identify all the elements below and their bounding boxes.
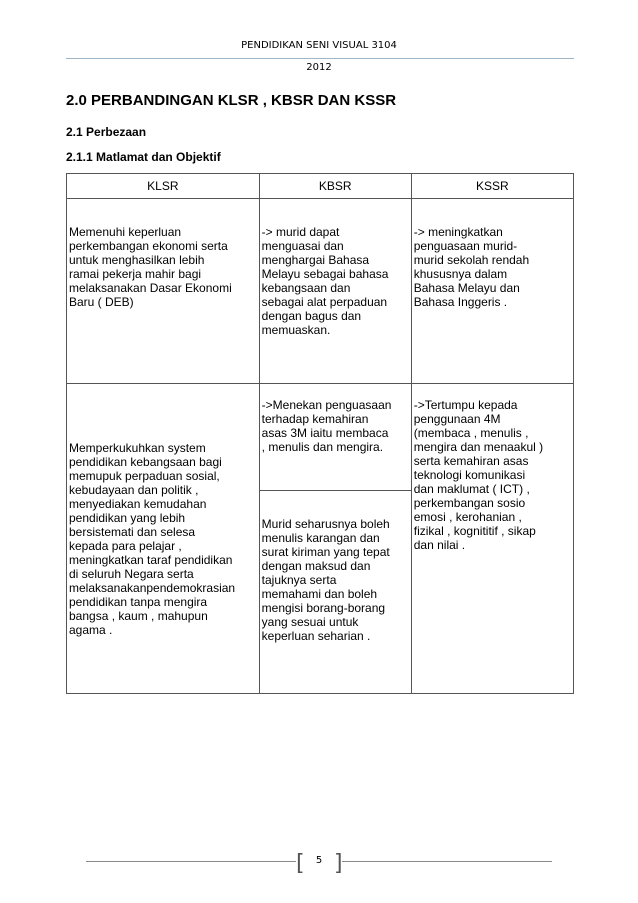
right-bracket-icon: ]: [334, 851, 343, 876]
cell-text: -> murid dapat menguasai dan menghargai Bahasa Melayu sebagai bahasa kebangsaan dan sebagai alat perpaduan dengan bagus dan memuaskan.: [261, 225, 389, 337]
table-header-row: [67, 174, 574, 199]
subsection-heading: 2.1 Perbezaan: [66, 125, 147, 139]
cell-text: ->Menekan penguasaan terhadap kemahiran asas 3M iaitu membaca , menulis dan mengira.: [261, 398, 392, 454]
footer-rule-left: [86, 861, 296, 862]
table-row: [67, 384, 574, 491]
table-cell: [67, 384, 260, 694]
cell-text: -> meningkatkan penguasaan murid- murid sekolah rendah khususnya dalam Bahasa Melayu dan Bahasa Inggeris .: [413, 225, 530, 309]
running-header-title: PENDIDIKAN SENI VISUAL 3104: [241, 40, 397, 51]
subsubsection-heading: 2.1.1 Matlamat dan Objektif: [66, 150, 221, 164]
cell-text: Memenuhi keperluan perkembangan ekonomi serta untuk menghasilkan lebih ramai pekerja mahir bagi melaksanakan Dasar Ekonomi Baru ( DEB): [69, 225, 232, 309]
column-header-kssr: KSSR: [411, 174, 573, 199]
table-row: [67, 199, 574, 384]
cell-text: ->Tertumpu kepada penggunaan 4M (membaca , menulis , mengira dan menaakul ) serta kemahiran asas teknologi komunikasi dan maklumat ( ICT) , perkembangan sosio emosi , kerohanian , fizikal , kognititif , sikap dan nilai .: [413, 398, 544, 552]
cell-text: Murid seharusnya boleh menulis karangan dan surat kiriman yang tepat dengan maksud dan tajuknya serta memahami dan boleh mengisi borang-borang yang sesuai untuk keperluan seharian .: [261, 517, 390, 643]
section-heading: 2.0 PERBANDINGAN KLSR , KBSR DAN KSSR: [66, 92, 397, 109]
header-divider: [66, 58, 574, 59]
column-header-klsr: KLSR: [67, 174, 260, 199]
comparison-table: [66, 173, 574, 694]
table-cell: [259, 199, 411, 384]
cell-text: Memperkukuhkan system pendidikan kebangsaan bagi memupuk perpaduan sosial, kebudayaan dan politik , menyediakan kemudahan pendidikan yang lebih bersistemati dan selesa kepada para pelajar , meningkatkan taraf pendidikan di seluruh Negara serta melaksanakanpendemokrasian pendidikan tanpa mengira bangsa , kaum , mahupun agama .: [69, 440, 236, 637]
table-cell: [411, 199, 573, 384]
table-cell: [259, 384, 411, 491]
column-header-kbsr: KBSR: [259, 174, 411, 199]
footer-rule-right: [342, 861, 552, 862]
left-bracket-icon: [: [296, 851, 305, 876]
running-header-year: 2012: [306, 62, 332, 73]
table-cell: [259, 491, 411, 694]
table-cell: [67, 199, 260, 384]
page-number: 5: [315, 855, 323, 866]
table-cell: [411, 384, 573, 694]
